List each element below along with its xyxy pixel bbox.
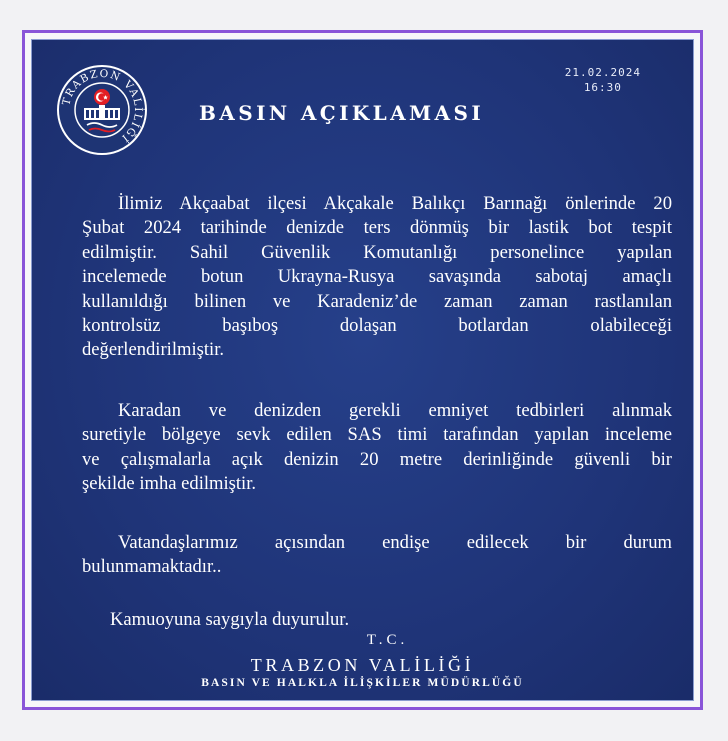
release-datetime [565,65,641,95]
governorship-seal-icon [56,64,148,156]
paragraph-1-line: Şubat 2024 tarihinde denizde ters dönmüş bir lastik bot tespit [82,217,672,239]
footer-governorship: TRABZON VALİLİĞİ [250,655,475,675]
seal-text: TRABZON VALİLİĞİ [60,67,145,145]
page-title: BASIN AÇIKLAMASI [199,101,485,125]
paragraph-2 [82,399,672,497]
paragraph-2-line: ve çalışmalarla açık denizin 20 metre derinliğinde güvenli bir [82,448,672,470]
paragraph-1-line: İlimiz Akçaabat ilçesi Akçakale Balıkçı Barınağı önlerinde 20 [118,193,672,214]
paragraph-1-line: incelemede botun Ukrayna-Rusya savaşında sabotaj amaçlı [82,266,672,288]
paragraph-1-line: edilmiştir. Sahil Güvenlik Komutanlığı personelince yapılan [82,241,672,263]
paragraph-2-line: şekilde imha edilmiştir. [82,473,257,495]
press-release-frame [22,30,703,710]
paragraph-1-line: değerlendirilmiştir. [82,339,225,361]
paragraph-3 [82,531,672,580]
paragraph-2-line: Karadan ve denizden gerekli emniyet tedbirleri alınmak [118,400,672,421]
paragraph-1-line: kullanıldığı bilinen ve Karadeniz’de zaman zaman rastlanılan [82,290,672,312]
paragraph-1-line: kontrolsüz başıboş dolaşan botlardan olabileceği [82,315,672,337]
release-time: 16:30 [583,81,622,94]
press-release-panel [31,39,694,701]
footer-department: BASIN VE HALKLA İLİŞKİLER MÜDÜRLÜĞÜ [201,677,524,689]
paragraph-1 [82,192,672,363]
release-date: 21.02.2024 [564,66,641,79]
paragraph-3-line: Vatandaşlarımız açısından endişe edilecek bir durum [118,532,672,553]
closing-text: Kamuoyuna saygıyla duyurulur. [110,609,350,630]
closing-line [82,608,672,632]
paragraph-2-line: suretiyle bölgeye sevk edilen SAS timi tarafından yapılan inceleme [82,424,672,446]
footer-tc: T.C. [366,632,409,648]
paragraph-3-line: bulunmamaktadır.. [82,556,222,578]
